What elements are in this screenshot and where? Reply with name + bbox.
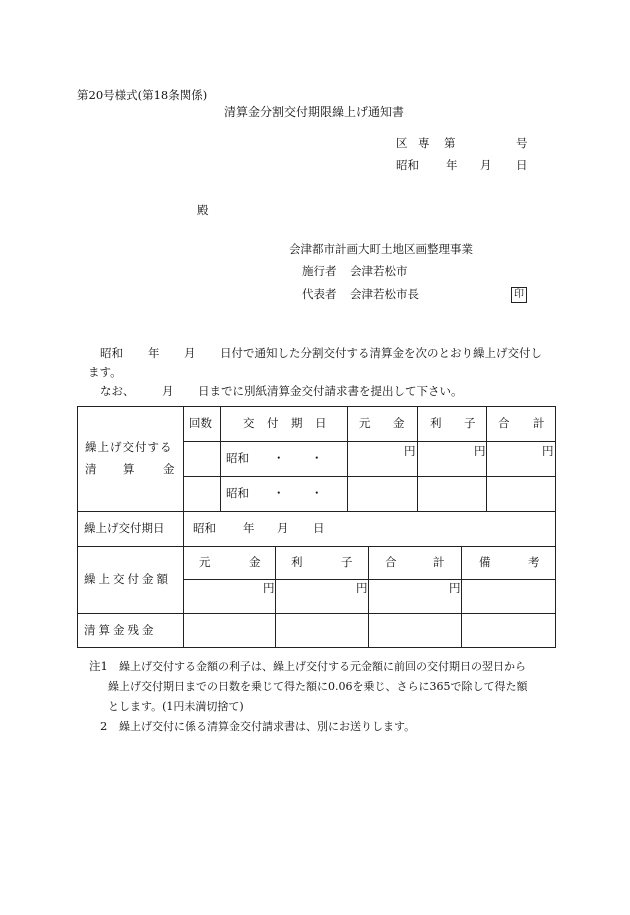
header-gokei-1: 合 xyxy=(498,416,510,430)
zankin-label: 清算金残金 xyxy=(84,623,157,637)
s2-header-rishi-1: 利 xyxy=(291,555,303,569)
body-year: 年 xyxy=(148,346,160,360)
body-line1-rest: 日付で通知した分割交付する清算金を次のとおり繰上げ交付し xyxy=(220,346,542,360)
header-kofu-1: 交 xyxy=(243,416,255,430)
doc-number-dai: 第 xyxy=(444,136,456,150)
seal-stamp: 印 xyxy=(511,287,527,303)
note1-line2: 繰上げ交付期日までの日数を乗じて得た額に0.06を乗じ、さらに365で除して得た額 xyxy=(108,680,528,693)
doc-date-day: 日 xyxy=(516,158,528,172)
header-kofu-4: 日 xyxy=(315,416,327,430)
sender-rep-label: 代表者 xyxy=(302,287,337,301)
s2-header-biko-1: 備 xyxy=(479,555,491,569)
row2-dot2: ・ xyxy=(311,486,323,500)
s2-header-biko-2: 考 xyxy=(528,555,540,569)
s2-header-gokei-2: 計 xyxy=(433,555,445,569)
s2-yen-rishi: 円 xyxy=(356,581,368,595)
sender-project: 会津都市計画大町土地区画整理事業 xyxy=(289,242,473,256)
sender-implementer-label: 施行者 xyxy=(302,264,337,278)
addressee-suffix: 殿 xyxy=(197,203,209,217)
note1-line1: 繰上げ交付する金額の利子は、繰上げ交付する元金額に前回の交付期日の翌日から xyxy=(119,660,526,673)
header-gankin-1: 元 xyxy=(359,416,371,430)
header-kaisu: 回数 xyxy=(189,416,212,430)
body-naoo: なお、 xyxy=(100,384,135,398)
row2-dot1: ・ xyxy=(273,486,285,500)
header-kofu-2: 付 xyxy=(267,416,279,430)
section1-label-b1: 清 xyxy=(85,462,97,476)
kuriage-date-day: 日 xyxy=(313,521,325,535)
body-line2: ます。 xyxy=(88,365,122,379)
doc-number-sen: 専 xyxy=(418,136,430,150)
body-era: 昭和 xyxy=(100,346,123,360)
header-kofu-3: 期 xyxy=(291,416,303,430)
doc-date-year: 年 xyxy=(446,158,458,172)
settlement-table xyxy=(77,406,556,648)
body-line3-month: 月 xyxy=(162,384,174,398)
row1-era: 昭和 xyxy=(226,451,249,465)
note1-line3: とします。(1円未満切捨て) xyxy=(108,700,244,713)
sender-implementer: 会津若松市 xyxy=(350,264,408,278)
document-title: 清算金分割交付期限繰上げ通知書 xyxy=(224,105,405,119)
kuriage-date-label: 繰上げ交付期日 xyxy=(84,521,165,535)
kuriage-date-era: 昭和 xyxy=(193,521,216,535)
kuriage-date-month: 月 xyxy=(277,521,289,535)
note2-label: 2 xyxy=(100,719,108,733)
body-month: 月 xyxy=(184,346,196,360)
s2-yen-gokei: 円 xyxy=(449,581,461,595)
form-number: 第20号様式(第18条関係) xyxy=(77,88,208,102)
header-rishi-1: 利 xyxy=(430,416,442,430)
body-line3-rest: 日までに別紙清算金交付請求書を提出して下さい。 xyxy=(198,384,463,398)
sender-rep: 会津若松市長 xyxy=(350,287,419,301)
section2-label: 繰上交付金額 xyxy=(84,572,171,586)
row1-yen-gokei: 円 xyxy=(542,444,554,458)
s2-header-gankin-2: 金 xyxy=(249,555,261,569)
section1-label-b3: 金 xyxy=(163,462,175,476)
row1-dot1: ・ xyxy=(273,451,285,465)
s2-header-gokei-1: 合 xyxy=(385,555,397,569)
header-gankin-2: 金 xyxy=(393,416,405,430)
section1-label-b2: 算 xyxy=(123,462,135,476)
header-gokei-2: 計 xyxy=(533,416,545,430)
doc-date-era: 昭和 xyxy=(396,158,419,172)
doc-date-month: 月 xyxy=(480,158,492,172)
s2-yen-gankin: 円 xyxy=(263,581,275,595)
kuriage-date-year: 年 xyxy=(243,521,255,535)
doc-number-ku: 区 xyxy=(396,136,408,150)
s2-header-gankin-1: 元 xyxy=(199,555,211,569)
row1-yen-gankin: 円 xyxy=(404,444,416,458)
note2-line1: 繰上げ交付に係る清算金交付請求書は、別にお送りします。 xyxy=(119,720,416,733)
row1-dot2: ・ xyxy=(311,451,323,465)
header-rishi-2: 子 xyxy=(464,416,476,430)
row2-era: 昭和 xyxy=(226,486,249,500)
s2-header-rishi-2: 子 xyxy=(341,555,353,569)
section1-label-a: 繰上げ交付する xyxy=(85,440,173,454)
doc-number-go: 号 xyxy=(516,136,528,150)
row1-yen-rishi: 円 xyxy=(474,444,486,458)
note1-label: 注1 xyxy=(89,659,108,673)
